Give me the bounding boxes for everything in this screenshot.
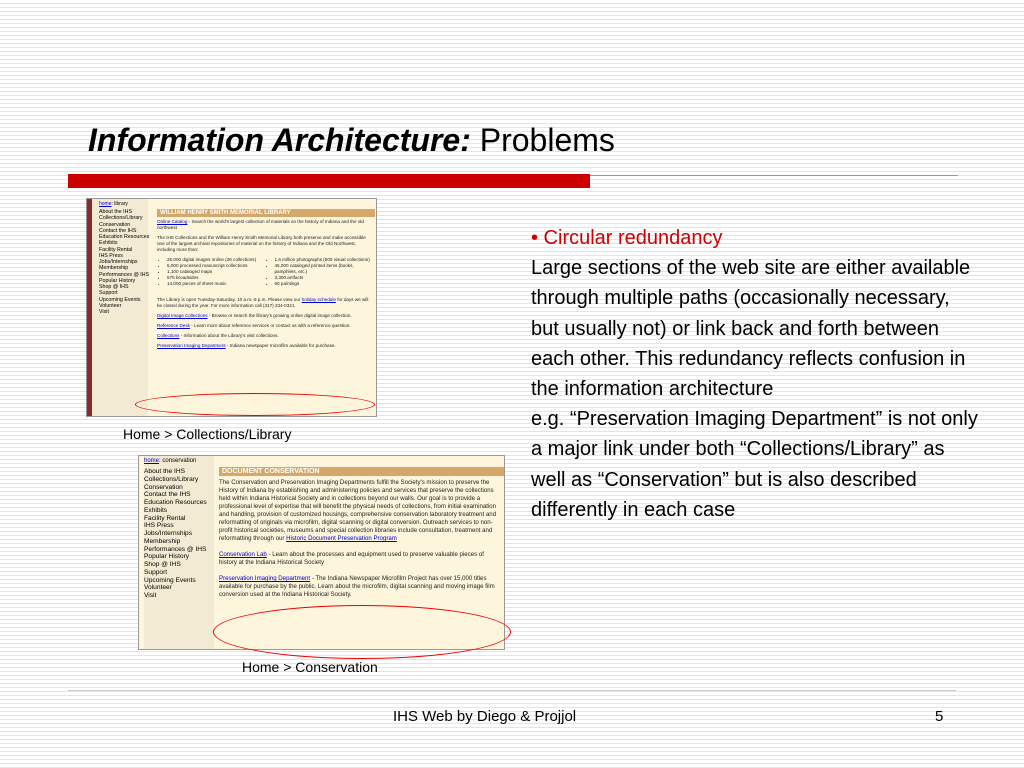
nav-item: IHS Press xyxy=(99,252,123,259)
slide-title-bold: Information Architecture: xyxy=(88,122,471,158)
nav-item: Upcoming Events xyxy=(144,576,196,584)
holding-item: • 45,000 cataloged printed items (books, pamphlets, etc.) xyxy=(275,263,373,275)
nav-item: Volunteer xyxy=(144,584,172,592)
page-banner: WILLIAM HENRY SMITH MEMORIAL LIBRARY xyxy=(157,209,375,217)
hdp-link: Historic Document Preservation Program xyxy=(286,535,397,543)
nav-item: Conservation xyxy=(99,221,131,228)
holding-item: • 5,000 processed manuscript collections xyxy=(167,263,265,269)
nav-item: Exhibits xyxy=(99,240,118,247)
highlight-ellipse xyxy=(135,393,375,416)
nav-item: Popular History xyxy=(144,553,190,561)
digital-images-text: - Browse or search the library's growing online digital image collection. xyxy=(208,312,352,318)
breadcrumb-home-link: home xyxy=(99,201,112,207)
nav-item: About the IHS xyxy=(99,209,132,215)
nav-item: Visit xyxy=(144,592,157,600)
nav-item: Support xyxy=(99,290,118,297)
hours-text-2: for days we will be closed during the year. For more information call (317) 234-0321. xyxy=(157,296,369,308)
page-banner: DOCUMENT CONSERVATION xyxy=(219,467,504,476)
nav-item: Contact the IHS xyxy=(144,491,191,499)
catalog-link: Online Catalog xyxy=(157,219,188,224)
title-accent-bar xyxy=(68,174,590,188)
highlight-ellipse xyxy=(213,605,511,659)
nav-item: Performances @ IHS xyxy=(144,545,207,553)
nav-item: Education Resources xyxy=(99,234,150,240)
nav-item: Popular History xyxy=(99,277,136,284)
slide-title xyxy=(88,122,615,159)
breadcrumb xyxy=(144,458,196,464)
holding-item: • 14,000 pieces of sheet music xyxy=(167,281,265,287)
holding-item: • 25,000 digital images online (26 collections) xyxy=(167,257,265,263)
preservation-imaging-link: Preservation Imaging Department xyxy=(219,575,311,583)
collections-link: Collections xyxy=(157,332,180,338)
reference-desk-link: Reference Desk xyxy=(157,322,190,328)
breadcrumb-current: : library xyxy=(111,201,128,207)
holding-item: • 3,300 artifacts xyxy=(275,275,373,281)
hours-text: The Library is open Tuesday-Saturday, 10 a.m.-5 p.m. Please view our xyxy=(157,296,301,302)
nav-item: Contact the IHS xyxy=(99,227,137,234)
nav-item: Performances @ IHS xyxy=(99,271,150,278)
footer-rule xyxy=(68,690,956,691)
bullet-heading: • Circular redundancy xyxy=(531,227,723,249)
conservation-lab-text: - Learn about the processes and equipment used to preserve valuable pieces of history at the Indiana Historical Society xyxy=(219,551,484,567)
nav-item: Support xyxy=(144,568,168,576)
holding-item: • 1,100 cataloged maps xyxy=(167,269,265,275)
site-nav xyxy=(99,209,149,315)
intro-text: The IHS Collections and the William Henry Smith Memorial Library both preserve and make accessible one of the largest archival repositories of material on the history of Indiana and the Old Northwest, including more than: xyxy=(157,234,366,252)
nav-item: Jobs/Internships xyxy=(99,259,138,265)
preservation-imaging-text: - The Indiana Newspaper Microfilm Project has over 15,000 titles available for purchase by the public. Learn about the microfilm, digital scanning and moving image film conversion used at the Indiana Historical Society. xyxy=(219,575,495,599)
holding-item: • 575 broadsides xyxy=(167,275,265,281)
holding-item: • 1.6 million photographs (500 visual collections) xyxy=(275,257,373,263)
nav-item: Education Resources xyxy=(144,499,207,507)
site-nav xyxy=(144,468,207,600)
holding-item: • 60 paintings xyxy=(275,281,373,287)
nav-item: Collections/Library xyxy=(144,475,199,483)
nav-item: IHS Press xyxy=(144,522,174,530)
holdings-list xyxy=(157,257,372,287)
conservation-lab-link: Conservation Lab xyxy=(219,551,267,559)
preservation-imaging-link: Preservation Imaging Department xyxy=(157,342,226,348)
body-paragraph: Large sections of the web site are either available through multiple paths (occasionally necessary, but usually not) or link back and forth between each other. This redundancy reflects confusion in the information architecture xyxy=(531,257,971,401)
nav-item: Shop @ IHS xyxy=(144,561,181,569)
catalog-text: - Search the world's largest collection of materials on the history of Indiana and the old northwest xyxy=(157,219,364,230)
example-paragraph: e.g. “Preservation Imaging Department” is not only a major link under both “Collections/Library” as well as “Conservation” but is also described differently in each case xyxy=(531,408,978,521)
nav-item: Membership xyxy=(144,537,181,545)
preservation-imaging-text: - Indiana newspaper microfilm available for purchase. xyxy=(226,342,336,348)
nav-item: Shop @ IHS xyxy=(99,284,129,290)
breadcrumb-current: : conservation xyxy=(159,458,197,464)
digital-images-link: Digital Image Collections xyxy=(157,312,208,318)
collections-text: - Information about the Library's visit collections. xyxy=(180,332,279,338)
nav-item: Volunteer xyxy=(99,302,122,309)
reference-desk-text: - Learn more about reference services or contact us with a reference question. xyxy=(191,322,351,328)
breadcrumb-home-link: home xyxy=(144,458,160,464)
nav-item: About the IHS xyxy=(144,468,186,475)
nav-item: Membership xyxy=(99,265,129,272)
nav-item: Exhibits xyxy=(144,506,168,514)
slide-footer: IHS Web by Diego & Projjol xyxy=(393,708,577,725)
library-page-screenshot xyxy=(86,198,377,417)
nav-item: Collections/Library xyxy=(99,215,143,222)
nav-item: Upcoming Events xyxy=(99,296,141,303)
holiday-schedule-link: holiday schedule xyxy=(301,296,336,302)
slide-number: 5 xyxy=(935,708,944,725)
nav-item: Facility Rental xyxy=(144,514,186,522)
screenshot-caption: Home > Collections/Library xyxy=(123,426,292,442)
slide-title-rest: Problems xyxy=(479,122,615,158)
nav-item: Jobs/Internships xyxy=(144,530,193,538)
nav-item: Conservation xyxy=(144,483,183,491)
content-text xyxy=(531,223,981,525)
intro-text: The Conservation and Preservation Imaging Departments fulfill the Society's mission to preserve the History of Indiana by establishing and administering policies and services that preserve the collections held within Indiana Historical Society and in collections beyond our walls. Our goal is to provide a professional level of expertise that will benefit the physical needs of collections, from initial examination and handling, provision of customized housings, comprehensive conservation laboratory treatment and reformatting of originals via microfilm, digital scanning or digital conversion. Outreach services to non-profit historical societies, museums and special collection libraries include consultation, treatment and reformatting through our xyxy=(219,479,497,543)
page-body xyxy=(219,479,501,603)
nav-item: Visit xyxy=(99,309,109,315)
breadcrumb xyxy=(99,201,128,207)
screenshot-caption: Home > Conservation xyxy=(242,659,378,675)
nav-item: Facility Rental xyxy=(99,246,133,253)
page-body xyxy=(157,219,372,353)
